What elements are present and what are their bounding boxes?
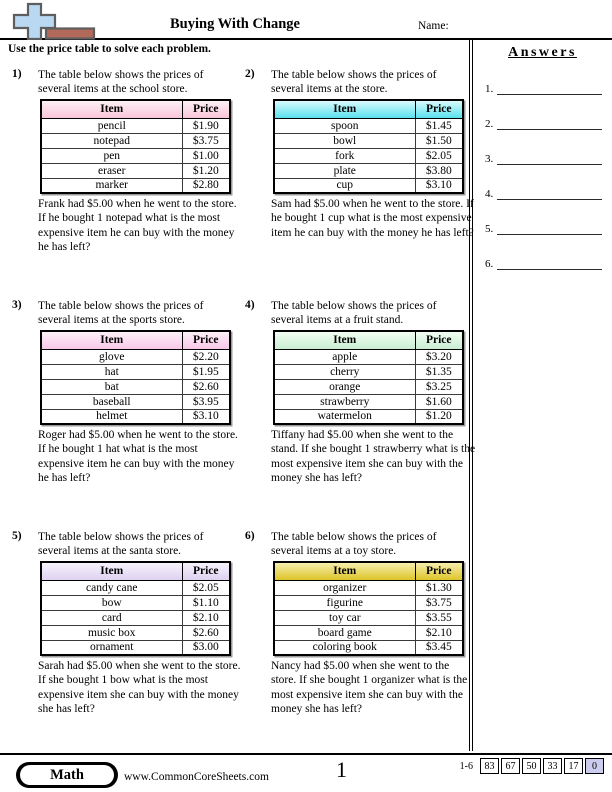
- problem-header: [245, 68, 466, 96]
- answer-blank-line[interactable]: [497, 83, 602, 95]
- table-row: [274, 163, 463, 178]
- answer-item: [485, 130, 602, 165]
- price-table-header-row: [41, 100, 230, 118]
- price-cell: $3.25: [415, 379, 463, 394]
- problem-intro: The table below shows the prices of several items at a toy store.: [271, 531, 437, 558]
- table-row: [41, 580, 230, 595]
- table-row: [274, 178, 463, 193]
- price-cell: $1.50: [415, 133, 463, 148]
- table-row: [274, 625, 463, 640]
- price-table-head: [274, 562, 463, 580]
- table-row: [274, 640, 463, 655]
- name-label: Name:: [418, 20, 449, 32]
- price-cell: $2.80: [182, 178, 230, 193]
- problem-header: [12, 68, 233, 96]
- problem-block: [233, 293, 476, 524]
- score-cell: 83: [480, 758, 499, 774]
- problem-intro: The table below shows the prices of several items at the santa store.: [38, 531, 204, 558]
- brand-label: Math: [20, 765, 114, 785]
- price-cell: $2.05: [182, 580, 230, 595]
- score-cell: 17: [564, 758, 583, 774]
- problem-number: 3): [12, 299, 22, 311]
- price-cell: $1.45: [415, 118, 463, 133]
- problem-header: [12, 530, 233, 558]
- item-cell: pencil: [41, 118, 182, 133]
- item-cell: bowl: [274, 133, 415, 148]
- price-table-header-row: [41, 331, 230, 349]
- price-table-header-row: [274, 331, 463, 349]
- item-cell: ornament: [41, 640, 182, 655]
- item-cell: coloring book: [274, 640, 415, 655]
- price-cell: $1.60: [415, 394, 463, 409]
- price-cell: $1.20: [415, 409, 463, 424]
- price-cell: $3.10: [415, 178, 463, 193]
- price-cell: $1.35: [415, 364, 463, 379]
- price-table: [40, 330, 231, 425]
- item-cell: card: [41, 610, 182, 625]
- price-cell: $3.10: [182, 409, 230, 424]
- table-row: [41, 394, 230, 409]
- price-cell: $2.20: [182, 349, 230, 364]
- item-cell: marker: [41, 178, 182, 193]
- table-row: [41, 379, 230, 394]
- price-cell: $2.60: [182, 379, 230, 394]
- instructions-text: Use the price table to solve each problem.: [8, 43, 211, 55]
- price-cell: $1.90: [182, 118, 230, 133]
- price-cell: $1.20: [182, 163, 230, 178]
- page-body: [0, 40, 612, 751]
- problem-question: Nancy had $5.00 when she went to the store. If she bought 1 organizer what is the most expensive item she can buy with the money she has left?: [271, 660, 468, 715]
- table-row: [41, 133, 230, 148]
- price-cell: $3.55: [415, 610, 463, 625]
- answer-item: [485, 65, 602, 95]
- item-cell: apple: [274, 349, 415, 364]
- page-title: Buying With Change: [169, 16, 300, 32]
- price-cell: $3.20: [415, 349, 463, 364]
- price-table: [273, 330, 464, 425]
- column-header-price: Price: [182, 100, 230, 118]
- price-table: [273, 99, 464, 194]
- table-row: [274, 118, 463, 133]
- item-cell: organizer: [274, 580, 415, 595]
- price-cell: $1.00: [182, 148, 230, 163]
- column-header-item: Item: [274, 331, 415, 349]
- item-cell: pen: [41, 148, 182, 163]
- item-cell: glove: [41, 349, 182, 364]
- price-table-head: [274, 331, 463, 349]
- answer-blank-line[interactable]: [497, 153, 602, 165]
- price-table-header-row: [274, 562, 463, 580]
- problem-header: [245, 299, 466, 327]
- problem-intro: The table below shows the prices of several items at the store.: [271, 69, 437, 96]
- table-row: [41, 364, 230, 379]
- problem-number: 2): [245, 68, 255, 80]
- table-row: [274, 610, 463, 625]
- item-cell: notepad: [41, 133, 182, 148]
- item-cell: watermelon: [274, 409, 415, 424]
- answer-blank-line[interactable]: [497, 188, 602, 200]
- item-cell: cherry: [274, 364, 415, 379]
- score-cell: 67: [501, 758, 520, 774]
- column-header-price: Price: [415, 562, 463, 580]
- price-table: [273, 561, 464, 656]
- table-row: [274, 595, 463, 610]
- problem-question: Sarah had $5.00 when she went to the store. If she bought 1 bow what is the most expensive item she can buy with the money she has left?: [38, 660, 241, 715]
- price-cell: $1.95: [182, 364, 230, 379]
- item-cell: baseball: [41, 394, 182, 409]
- answer-item: [485, 95, 602, 130]
- price-table-body: [41, 580, 230, 655]
- table-row: [274, 364, 463, 379]
- website-text: www.CommonCoreSheets.com: [124, 771, 269, 783]
- answer-blank-line[interactable]: [497, 223, 602, 235]
- price-table-head: [41, 331, 230, 349]
- answer-number: 6.: [485, 258, 494, 270]
- table-row: [41, 163, 230, 178]
- price-table-body: [274, 349, 463, 424]
- item-cell: toy car: [274, 610, 415, 625]
- item-cell: music box: [41, 625, 182, 640]
- item-cell: helmet: [41, 409, 182, 424]
- column-header-item: Item: [41, 562, 182, 580]
- table-row: [41, 349, 230, 364]
- column-header-price: Price: [182, 562, 230, 580]
- item-cell: orange: [274, 379, 415, 394]
- item-cell: plate: [274, 163, 415, 178]
- price-table-head: [41, 100, 230, 118]
- answer-item: [485, 200, 602, 235]
- score-cells: [480, 758, 604, 774]
- answer-number: 3.: [485, 153, 494, 165]
- price-cell: $3.45: [415, 640, 463, 655]
- price-cell: $3.75: [182, 133, 230, 148]
- problem-number: 5): [12, 530, 22, 542]
- table-row: [41, 640, 230, 655]
- price-cell: $3.75: [415, 595, 463, 610]
- price-table-body: [41, 118, 230, 193]
- table-row: [274, 409, 463, 424]
- answers-heading: Answers: [508, 45, 577, 60]
- table-row: [274, 580, 463, 595]
- table-row: [41, 595, 230, 610]
- price-cell: $1.30: [415, 580, 463, 595]
- table-row: [274, 133, 463, 148]
- table-row: [41, 610, 230, 625]
- column-header-item: Item: [41, 100, 182, 118]
- price-cell: $3.80: [415, 163, 463, 178]
- table-row: [41, 178, 230, 193]
- item-cell: fork: [274, 148, 415, 163]
- item-cell: candy cane: [41, 580, 182, 595]
- price-cell: $2.10: [182, 610, 230, 625]
- answer-number: 4.: [485, 188, 494, 200]
- score-strip: [460, 758, 604, 774]
- table-row: [41, 148, 230, 163]
- column-header-item: Item: [41, 331, 182, 349]
- column-header-price: Price: [415, 331, 463, 349]
- item-cell: cup: [274, 178, 415, 193]
- answer-number: 2.: [485, 118, 494, 130]
- score-cell: 33: [543, 758, 562, 774]
- price-cell: $3.00: [182, 640, 230, 655]
- score-cell: 0: [585, 758, 604, 774]
- price-table-body: [274, 118, 463, 193]
- item-cell: bat: [41, 379, 182, 394]
- answer-item: [485, 235, 602, 270]
- table-row: [274, 379, 463, 394]
- problem-block: [0, 293, 238, 524]
- problem-question: Tiffany had $5.00 when she went to the stand. If she bought 1 strawberry what is the most expensive item she can buy with the money she has left?: [271, 429, 476, 484]
- item-cell: board game: [274, 625, 415, 640]
- price-table: [40, 561, 231, 656]
- problem-block: [0, 62, 237, 293]
- price-cell: $1.10: [182, 595, 230, 610]
- problem-number: 4): [245, 299, 255, 311]
- price-table: [40, 99, 231, 194]
- column-header-item: Item: [274, 562, 415, 580]
- problem-number: 1): [12, 68, 22, 80]
- problem-question: Roger had $5.00 when he went to the store. If he bought 1 hat what is the most expensive item he can buy with the money he has left?: [38, 429, 238, 484]
- price-table-body: [274, 580, 463, 655]
- answer-blank-line[interactable]: [497, 118, 602, 130]
- problem-intro: The table below shows the prices of several items at the school store.: [38, 69, 204, 96]
- price-cell: $3.95: [182, 394, 230, 409]
- item-cell: strawberry: [274, 394, 415, 409]
- item-cell: spoon: [274, 118, 415, 133]
- price-cell: $2.10: [415, 625, 463, 640]
- column-header-price: Price: [182, 331, 230, 349]
- answers-list: [473, 65, 612, 270]
- problem-block: [233, 62, 474, 293]
- content-column: [0, 40, 476, 751]
- table-row: [41, 118, 230, 133]
- item-cell: eraser: [41, 163, 182, 178]
- score-cell: 50: [522, 758, 541, 774]
- item-cell: figurine: [274, 595, 415, 610]
- page-footer: [0, 753, 612, 792]
- table-row: [274, 394, 463, 409]
- column-header-price: Price: [415, 100, 463, 118]
- price-table-header-row: [41, 562, 230, 580]
- problem-block: [233, 524, 466, 755]
- answers-column: [469, 40, 612, 751]
- brand-badge: [16, 762, 118, 788]
- table-row: [41, 409, 230, 424]
- table-row: [274, 148, 463, 163]
- answer-number: 5.: [485, 223, 494, 235]
- column-header-item: Item: [274, 100, 415, 118]
- page-number: 1: [336, 757, 347, 782]
- price-table-body: [41, 349, 230, 424]
- problem-question: Sam had $5.00 when he went to the store. If he bought 1 cup what is the most expensive item he can buy with the money he has left?: [271, 198, 474, 239]
- problem-intro: The table below shows the prices of several items at a fruit stand.: [271, 300, 437, 327]
- answer-number: 1.: [485, 83, 494, 95]
- problem-header: [245, 530, 466, 558]
- score-range-label: 1-6: [459, 760, 473, 772]
- price-cell: $2.60: [182, 625, 230, 640]
- answer-item: [485, 165, 602, 200]
- price-table-header-row: [274, 100, 463, 118]
- problem-intro: The table below shows the prices of several items at the sports store.: [38, 300, 204, 327]
- problem-block: [0, 524, 241, 755]
- problems-grid: [0, 62, 476, 755]
- price-table-head: [41, 562, 230, 580]
- price-cell: $2.05: [415, 148, 463, 163]
- table-row: [274, 349, 463, 364]
- answer-blank-line[interactable]: [497, 258, 602, 270]
- page-header: [0, 0, 612, 40]
- problem-question: Frank had $5.00 when he went to the store. If he bought 1 notepad what is the most expensive item he can buy with the money he has left?: [38, 198, 237, 253]
- item-cell: hat: [41, 364, 182, 379]
- price-table-head: [274, 100, 463, 118]
- item-cell: bow: [41, 595, 182, 610]
- problem-number: 6): [245, 530, 255, 542]
- table-row: [41, 625, 230, 640]
- problem-header: [12, 299, 233, 327]
